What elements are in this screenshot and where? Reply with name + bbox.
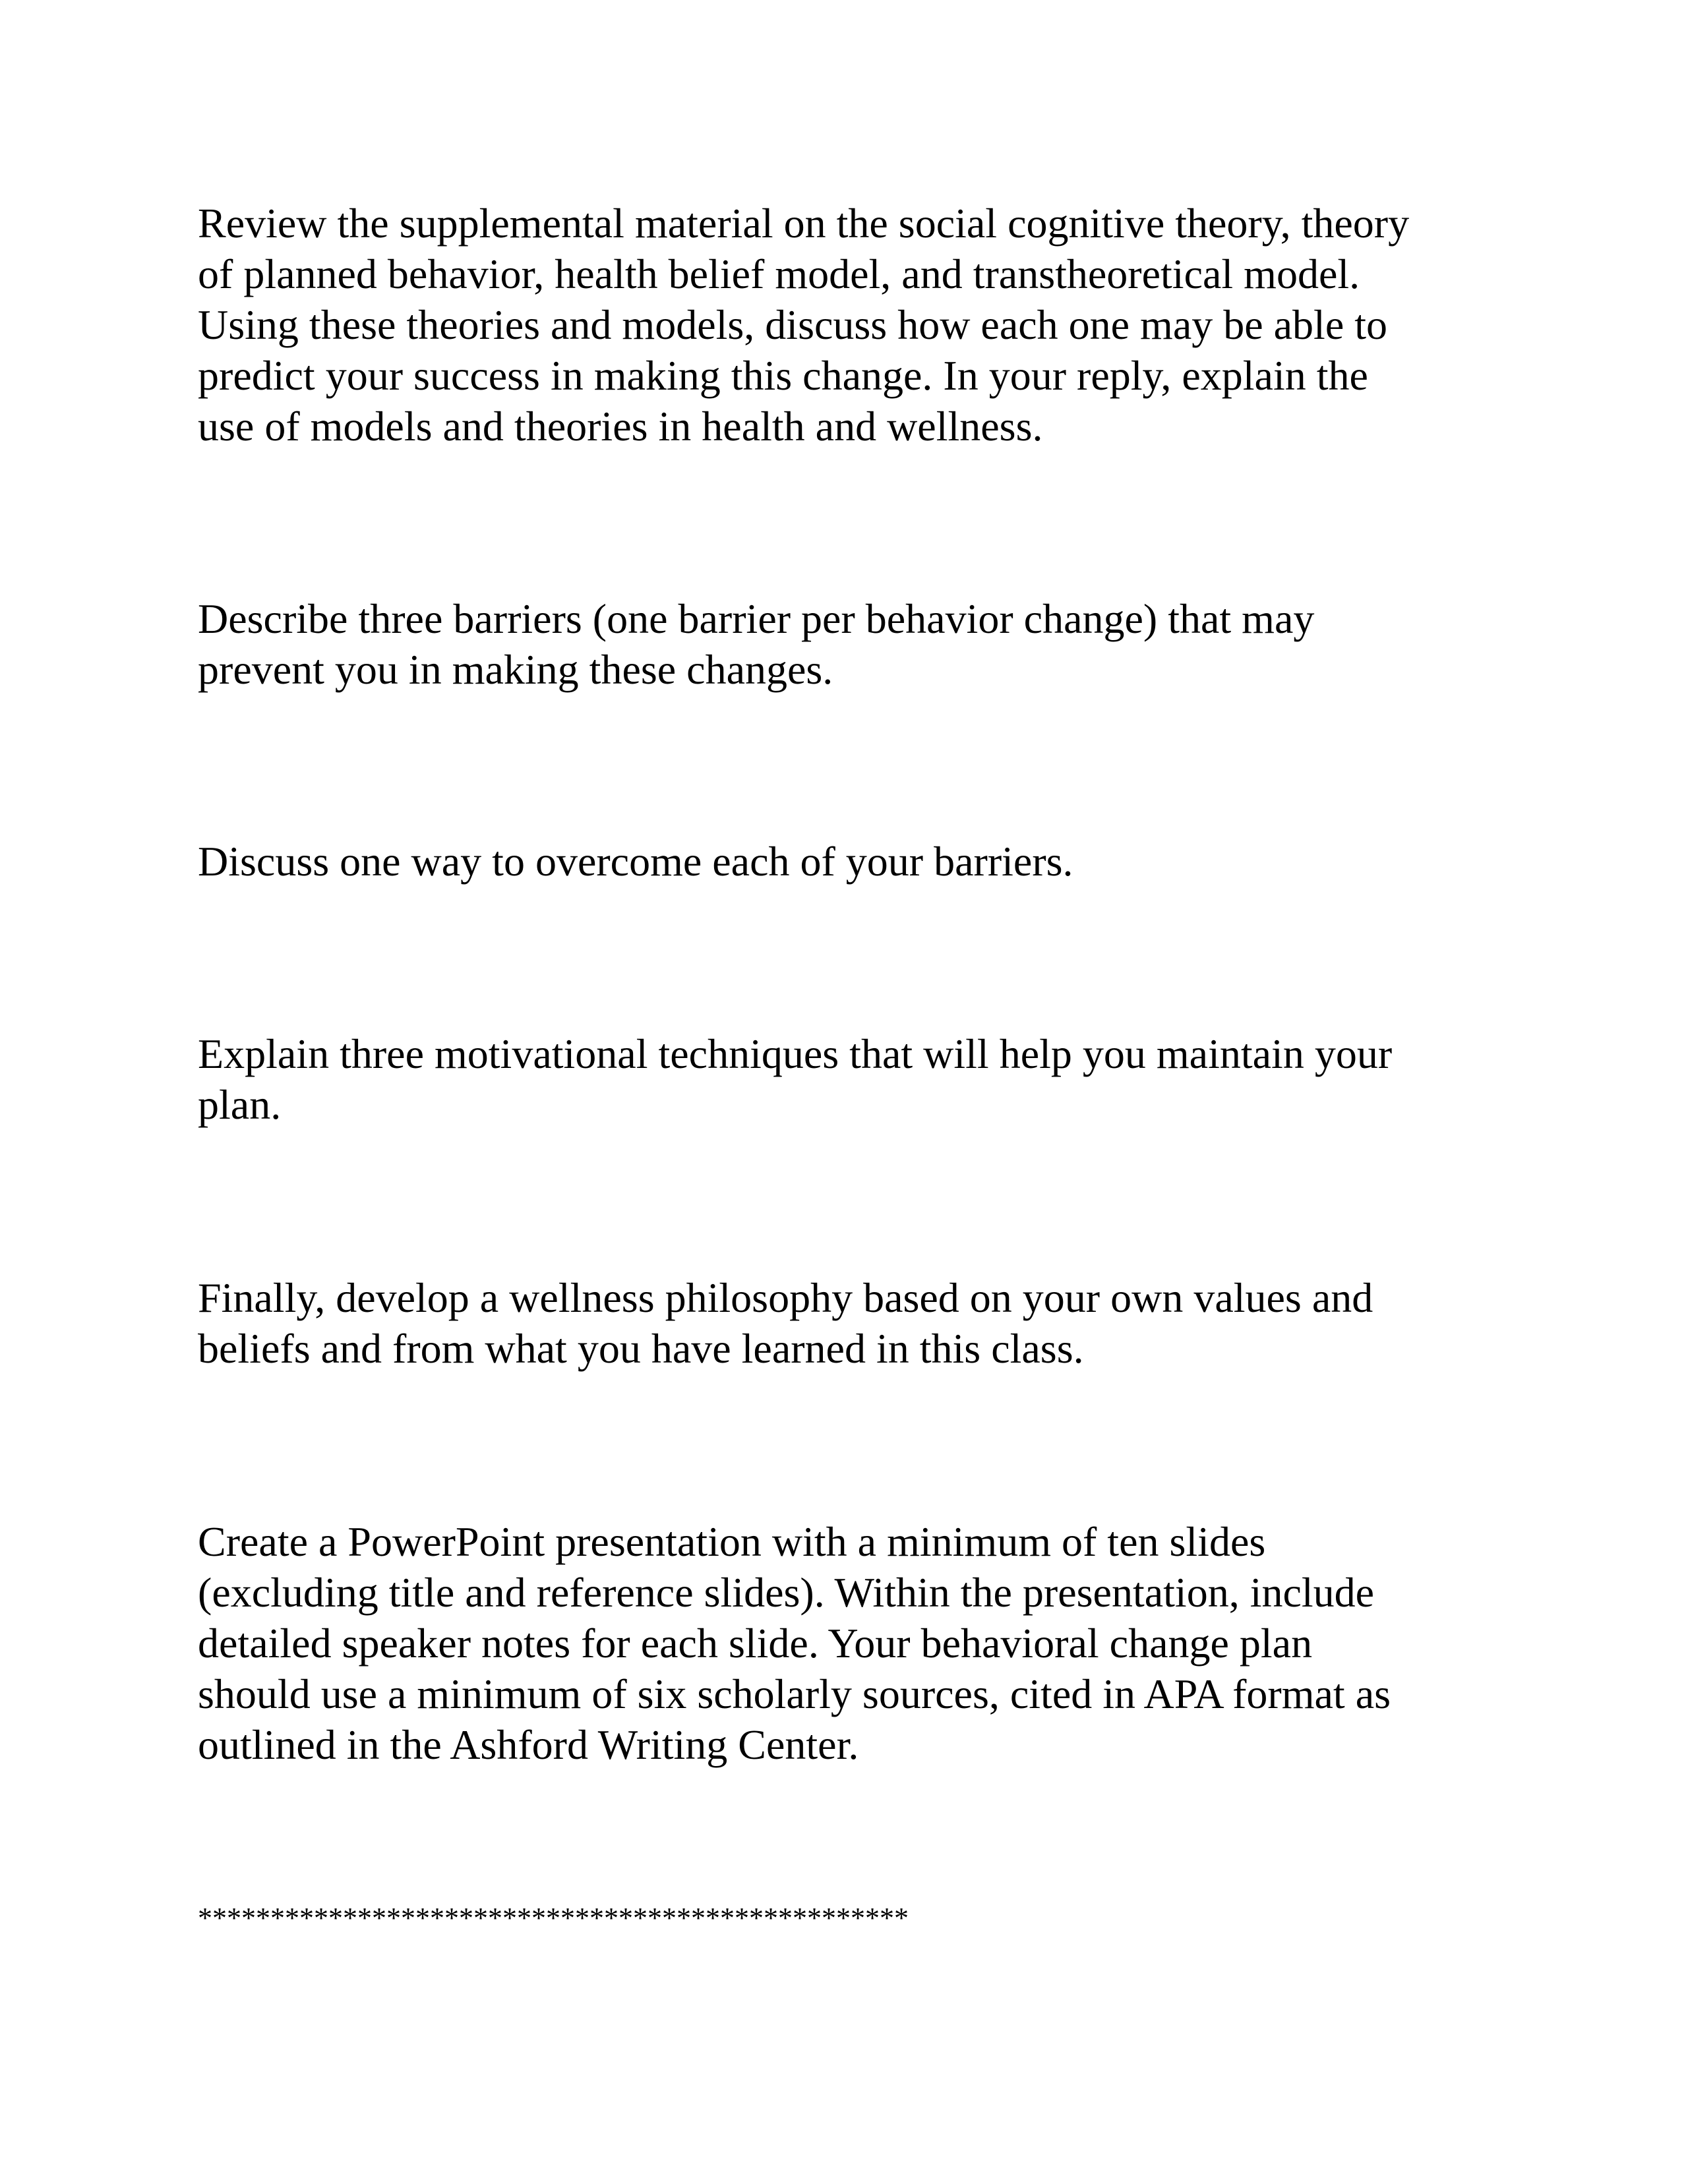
asterisk-separator: ************************************************* xyxy=(198,1902,909,1934)
paragraph-wellness-philosophy: Finally, develop a wellness philosophy based on your own values and beliefs and from what you have learned in this class. xyxy=(198,1274,1373,1372)
paragraph-powerpoint-requirements: Create a PowerPoint presentation with a minimum of ten slides (excluding title and reference slides). Within the presentation, include detailed speaker notes for each slide. Your behavioral change plan should use a minimum of six scholarly sources, cited in APA format as outlined in the Ashford Writing Center. xyxy=(198,1518,1391,1768)
paragraph-motivational-techniques: Explain three motivational techniques that will help you maintain your plan. xyxy=(198,1030,1393,1128)
paragraph-barriers: Describe three barriers (one barrier per behavior change) that may prevent you in making these changes. xyxy=(198,595,1315,693)
paragraph-overcome-barriers: Discuss one way to overcome each of your barriers. xyxy=(198,838,1073,885)
paragraph-theories-models: Review the supplemental material on the social cognitive theory, theory of planned behavior, health belief model, and transtheoretical model. Using these theories and models, discuss how each one may be able to predict your success in making this change. In your reply, explain the use of models and theories in health and wellness. xyxy=(198,200,1410,450)
